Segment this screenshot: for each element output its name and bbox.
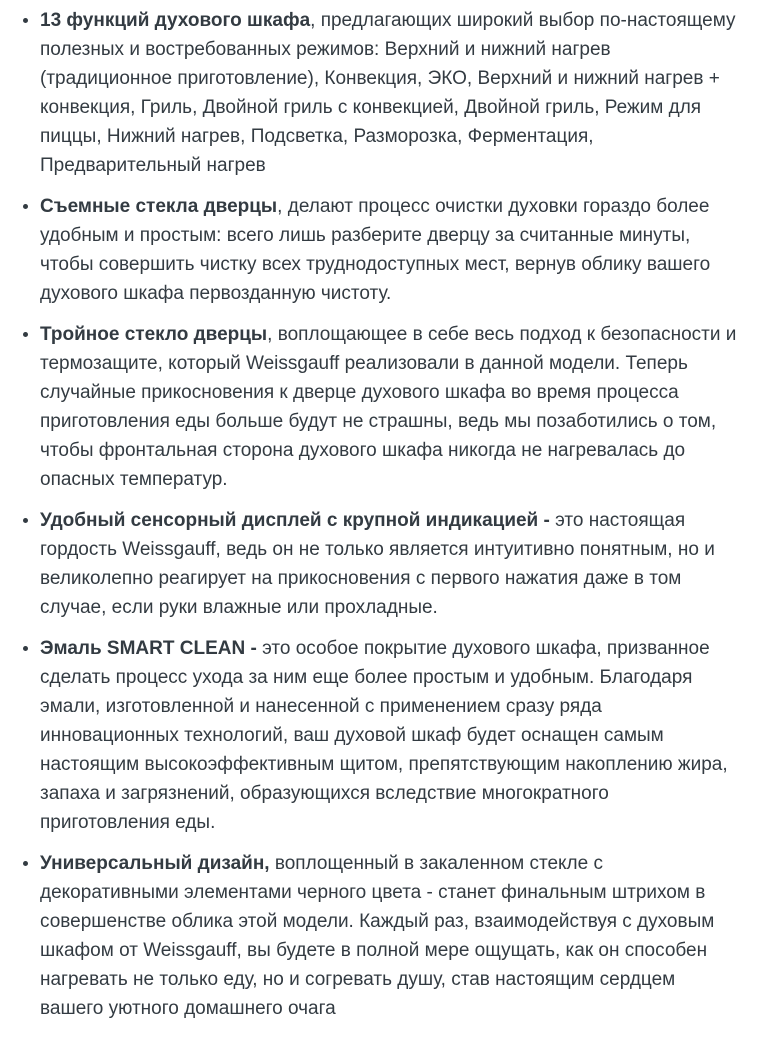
feature-text: воплощенный в закаленном стекле с декоративными элементами черного цвета - станет финальным штрихом в совершенстве облика этой модели. Каждый раз, взаимодействуя с духовым шкафом от Weissgauff, вы будете в полной мере ощущать, как он способен нагревать не только еду, но и согревать душу, став настоящим сердцем вашего уютного домашнего очага bbox=[40, 853, 715, 1019]
feature-title: Съемные стекла дверцы bbox=[40, 196, 278, 217]
feature-title: Тройное стекло дверцы bbox=[40, 324, 268, 345]
feature-item bbox=[40, 506, 741, 622]
feature-item bbox=[40, 6, 741, 180]
feature-title: Эмаль SMART CLEAN - bbox=[40, 638, 257, 659]
feature-text: это особое покрытие духового шкафа, призванное сделать процесс ухода за ним еще более простым и удобным. Благодаря эмали, изготовленной и нанесенной с применением сразу ряда инновационных технологий, ваш духовой шкаф будет оснащен самым настоящим высокоэффективным щитом, препятствующим накоплению жира, запаха и загрязнений, образующихся вследствие многократного приготовления еды. bbox=[40, 638, 728, 833]
feature-text: , делают процесс очистки духовки гораздо более удобным и простым: всего лишь разберите дверцу за считанные минуты, чтобы совершить чистку всех труднодоступных мест, вернув облику вашего духового шкафа первозданную чистоту. bbox=[40, 196, 711, 304]
feature-text: , воплощающее в себе весь подход к безопасности и термозащите, который Weissgauff реализовали в данной модели. Теперь случайные прикосновения к дверце духового шкафа во время процесса приготовления еды больше будут не страшны, ведь мы позаботились о том, чтобы фронтальная сторона духового шкафа никогда не нагревалась до опасных температур. bbox=[40, 324, 737, 490]
feature-item bbox=[40, 849, 741, 1023]
feature-item bbox=[40, 634, 741, 837]
feature-item bbox=[40, 192, 741, 308]
feature-text: , предлагающих широкий выбор по-настоящему полезных и востребованных режимов: Верхний и нижний нагрев (традиционное приготовление), Конвекция, ЭКО, Верхний и нижний нагрев + конвекция, Гриль, Двойной гриль с конвекцией, Двойной гриль, Режим для пиццы, Нижний нагрев, Подсветка, Разморозка, Ферментация, Предварительный нагрев bbox=[40, 10, 736, 176]
feature-text: это настоящая гордость Weissgauff, ведь он не только является интуитивно понятным, но и великолепно реагирует на прикосновения с первого нажатия даже в том случае, если руки влажные или прохладные. bbox=[40, 510, 715, 618]
feature-title: 13 функций духового шкафа bbox=[40, 10, 311, 31]
feature-item bbox=[40, 320, 741, 494]
feature-title: Универсальный дизайн, bbox=[40, 853, 270, 874]
feature-title: Удобный сенсорный дисплей с крупной индикацией - bbox=[40, 510, 550, 531]
